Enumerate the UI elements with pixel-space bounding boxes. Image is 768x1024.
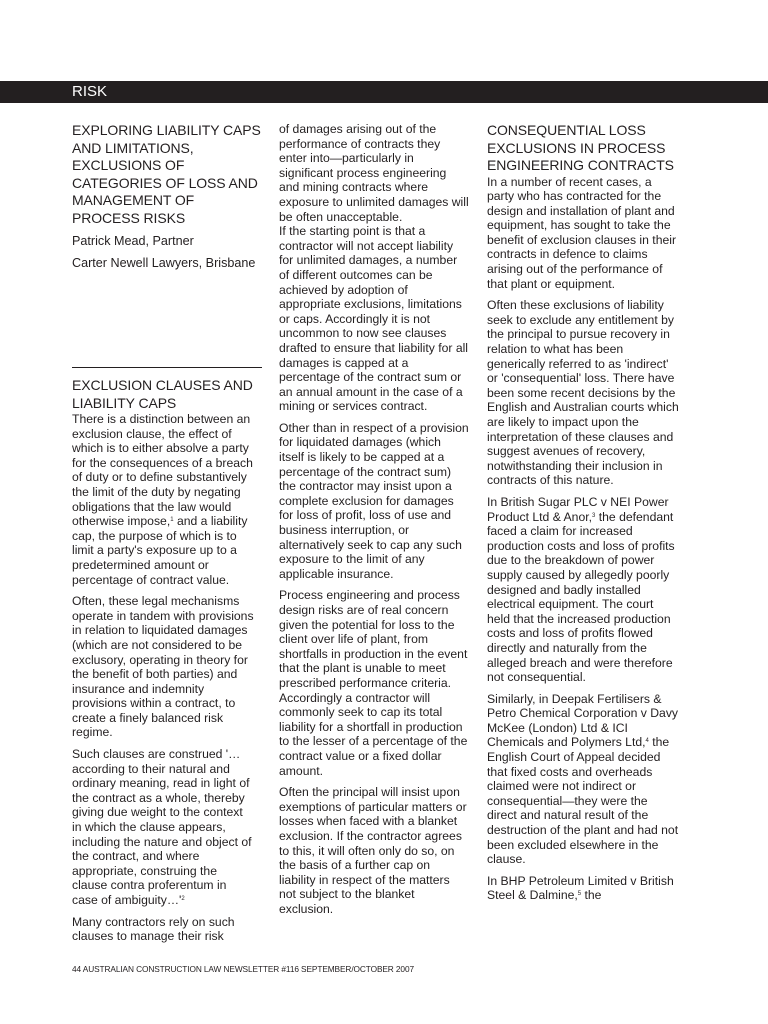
paragraph: Often the principal will insist upon exemptions of particular matters or losses when faced with a blanket exclusion. If the contractor agrees to this, it will often only do so, on the basis of a further cap on liability in respect of the matters not subject to the blanket exclusion.	[279, 785, 467, 916]
footnote-ref: 1	[170, 517, 174, 524]
paragraph: Often, these legal mechanisms operate in tandem with provisions in relation to liquidated damages (which are not considered to be exclusory, operating in theory for the benefit of both parties) and insurance and indemnity provisions within a contract, to create a finely balanced risk regime.	[72, 594, 254, 740]
footnote-ref: 5	[577, 891, 582, 898]
article-title: EXPLORING LIABILITY CAPS AND LIMITATIONS, EXCLUSIONS OF CATEGORIES OF LOSS AND MANAGEMENT OF PROCESS RISKS	[72, 122, 261, 226]
footnote-ref: 4	[645, 738, 649, 745]
paragraph: In British Sugar PLC v NEI Power Product Ltd & Anor,$^3$ the defendant faced a claim for increased production costs and loss of profits due to the breakdown of power supply caused by allegedly poorly designed and badly installed electrical equipment. The court held that the increased production costs and loss of profits flowed directly and naturally from the alleged breach and were therefore not consequential.	[487, 494, 675, 685]
paragraph: Often these exclusions of liability seek to exclude any entitlement by the principal to pursue recovery in relation to what has been generically referred to as 'indirect' or 'consequential' loss. There have been some recent decisions by the English and Australian courts which are likely to impact upon the interpretation of these clauses and suggest avenues of recovery, notwithstanding their inclusion in contracts of this nature.	[487, 298, 679, 488]
column-2-body	[279, 122, 469, 916]
page-footer: 44 AUSTRALIAN CONSTRUCTION LAW NEWSLETTER #116 SEPTEMBER/OCTOBER 2007	[72, 964, 414, 974]
column-1-header	[72, 122, 264, 271]
footnote-ref: 2	[181, 896, 185, 902]
paragraph: Process engineering and process design risks are of real concern given the potential for loss to the client over life of plant, from shortfalls in production in the event that the plant is unable to meet prescribed performance criteria. Accordingly a contractor will commonly seek to cap its total liability for a shortfall in production to the lesser of a percentage of the contract value or a fixed dollar amount.	[279, 588, 468, 778]
paragraph: In BHP Petroleum Limited v British Steel & Dalmine,$^5$ the	[487, 873, 674, 903]
section-heading-exclusion: EXCLUSION CLAUSES AND LIABILITY CAPS	[72, 377, 253, 411]
section-label: RISK	[72, 83, 108, 100]
paragraph: If the starting point is that a contractor will not accept liability for unlimited damages, a number of different outcomes can be achieved by adoption of appropriate exclusions, limitations or caps. Accordingly it is not uncommon to now see clauses drafted to ensure that liability for all damages is capped at a percentage of the contract sum or an annual amount in the case of a mining or services contract.	[279, 224, 469, 414]
author-firm: Carter Newell Lawyers, Brisbane	[72, 256, 256, 270]
section-banner	[0, 81, 768, 103]
paragraph: Such clauses are construed '… according to their natural and ordinary meaning, read in light of the contract as a whole, thereby giving due weight to the context in which the clause appears, including the nature and object of the contract, and where appropriate, construing the clause contra proferentum in case of $ambiguity\dots'^2$	[72, 747, 252, 907]
section-heading-consequential: CONSEQUENTIAL LOSS EXCLUSIONS IN PROCESS ENGINEERING CONTRACTS	[487, 122, 674, 173]
column-1-body	[72, 377, 254, 944]
author-name: Patrick Mead, Partner	[72, 234, 194, 248]
column-3-body	[487, 122, 679, 903]
paragraph: In a number of recent cases, a party who has contracted for the design and installation of plant and equipment, has sought to take the benefit of exclusion clauses in their contracts in defence to claims arising out of the performance of that plant or equipment.	[487, 174, 677, 291]
paragraph: Other than in respect of a provision for liquidated damages (which itself is likely to be capped at a percentage of the contract sum) the contractor may insist upon a complete exclusion for damages for loss of profit, loss of use and business interruption, or alternatively seek to cap any such exposure to the limit of any applicable insurance.	[279, 420, 469, 581]
paragraph: of damages arising out of the performance of contracts they enter into—particularly in significant process engineering and mining contracts where exposure to unlimited damages will be often unacceptable.	[279, 122, 469, 224]
paragraph: Similarly, in Deepak Fertilisers & Petro Chemical Corporation v Davy McKee (London) Ltd & ICI Chemicals and Polymers Ltd,$^4$ the English Court of Appeal decided that fixed costs and overheads claimed were not indirect or consequential—they were the direct and natural result of the destruction of the plant and had not been excluded elsewhere in the clause.	[487, 691, 679, 867]
paragraph: Many contractors rely on such clauses to manage their risk	[72, 914, 235, 944]
footnote-ref: 3	[592, 512, 596, 519]
section-divider	[72, 367, 262, 368]
paragraph: There is a distinction between an exclusion clause, the effect of which is to either absolve a party for the consequences of a breach of duty or to define substantively the limit of the duty by negating obligations that the law would otherwise impose,$^1$ and a liability cap, the purpose of which is to limit a party's exposure up to a predetermined amount or percentage of contract value.	[72, 412, 253, 587]
